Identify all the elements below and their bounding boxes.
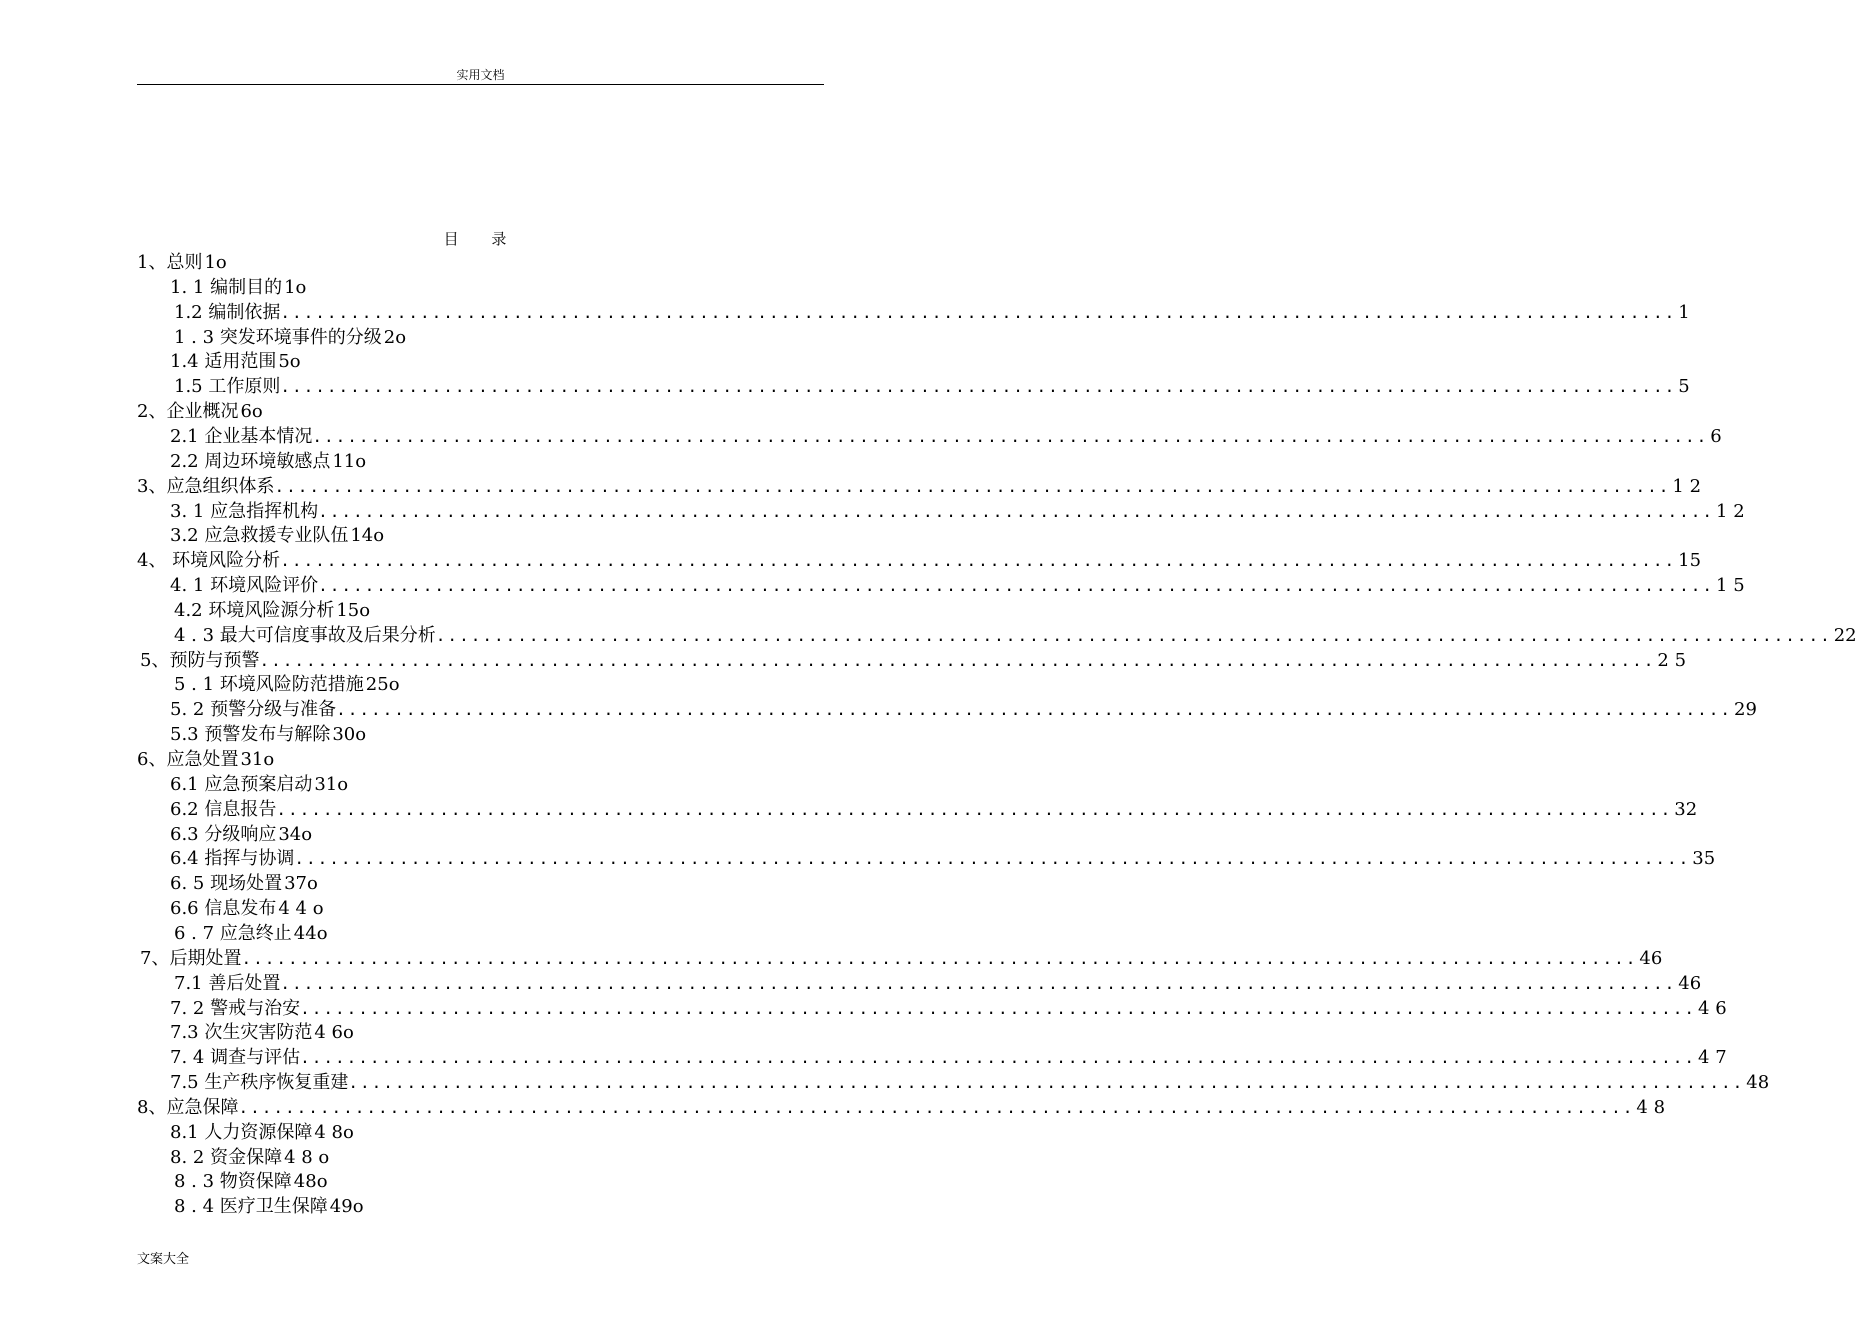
toc-entry[interactable] — [140, 947, 1663, 971]
toc-entry[interactable] — [170, 524, 384, 548]
toc-entry[interactable] — [137, 400, 263, 424]
toc-dot-leader: ........................................................................................................................ — [280, 377, 1677, 397]
toc-entry-label: 7. 4 调查与评估 — [170, 1047, 301, 1069]
toc-dot-leader: ........................................................................................................................ — [294, 849, 1691, 869]
toc-entry-page: 15 — [1678, 550, 1702, 572]
toc-entry-label: 7.3 次生灾害防范 — [170, 1022, 313, 1044]
toc-entry-page: 34o — [278, 823, 313, 845]
toc-entry[interactable] — [137, 475, 1702, 499]
toc-entry[interactable] — [170, 897, 324, 921]
page-footer: 文案大全 — [137, 1252, 190, 1267]
toc-entry-label: 2、企业概况 — [137, 401, 239, 423]
toc-dot-leader: ........................................................................................................................ — [280, 973, 1677, 993]
toc-entry-label: 6.6 信息发布 — [170, 898, 277, 920]
toc-entry[interactable] — [174, 375, 1690, 399]
toc-dot-leader: ........................................................................................................................ — [300, 998, 1697, 1018]
toc-entry-page: 48o — [293, 1171, 328, 1193]
toc-entry-page: 46 — [1678, 972, 1702, 994]
toc-dot-leader: ........................................................................................................................ — [336, 700, 1733, 720]
toc-entry-page: 6 — [1710, 425, 1722, 447]
toc-title: 目 录 — [443, 230, 521, 248]
toc-entry-label: 3. 1 应急指挥机构 — [170, 500, 319, 522]
toc-entry-label: 1、总则 — [137, 252, 203, 273]
toc-entry-label: 1.2 编制依据 — [174, 301, 281, 323]
toc-entry[interactable] — [140, 649, 1687, 673]
toc-entry[interactable] — [170, 847, 1716, 871]
toc-dot-leader: ........................................................................................................................ — [300, 1048, 1697, 1068]
toc-entry-page: 1 2 — [1672, 475, 1702, 497]
toc-entry-label: 5、预防与预警 — [140, 649, 260, 671]
toc-entry[interactable] — [170, 798, 1698, 822]
toc-entry[interactable] — [170, 500, 1745, 524]
toc-entry-page: 32 — [1674, 798, 1698, 820]
toc-entry-page: 14o — [350, 525, 385, 547]
toc-entry-label: 7. 2 警戒与治安 — [170, 997, 301, 1019]
toc-entry-label: 5 . 1 环境风险防范措施 — [174, 674, 364, 696]
toc-entry[interactable] — [137, 549, 1702, 573]
toc-entry-label: 7.1 善后处置 — [174, 972, 281, 994]
toc-entry-label: 8 . 3 物资保障 — [174, 1171, 292, 1193]
toc-entry[interactable] — [137, 1096, 1666, 1120]
toc-entry-page: 4 6o — [314, 1022, 354, 1044]
header-rule — [137, 84, 824, 85]
toc-entry-page: 44o — [293, 922, 328, 944]
toc-entry-label: 8、应急保障 — [137, 1096, 239, 1118]
toc-entry-page: 29 — [1734, 699, 1757, 721]
toc-entry-page: 2 5 — [1657, 649, 1687, 671]
toc-entry-page: 6o — [240, 401, 263, 423]
toc-entry-label: 4、 环境风险分析 — [137, 550, 281, 572]
toc-entry-page: 4 6 — [1698, 997, 1727, 1019]
toc-entry-page: 1o — [204, 252, 227, 273]
toc-entry-label: 8. 2 资金保障 — [170, 1146, 283, 1168]
toc-entry-page: 15o — [336, 599, 371, 621]
toc-entry-label: 6.1 应急预案启动 — [170, 773, 313, 795]
toc-entry[interactable] — [170, 450, 366, 474]
toc-entry-page: 5 — [1678, 376, 1690, 398]
toc-entry-page: 1 2 — [1716, 500, 1745, 522]
toc-entry[interactable] — [174, 301, 1690, 325]
toc-entry-page: 30o — [332, 724, 367, 746]
toc-entry[interactable] — [174, 922, 328, 946]
toc-dot-leader: ........................................................................................................................ — [238, 1097, 1635, 1117]
toc-entry-label: 6 . 7 应急终止 — [174, 922, 292, 944]
toc-dot-leader: ........................................................................................................................ — [280, 302, 1677, 322]
toc-entry[interactable] — [174, 326, 406, 350]
toc-entry-label: 8.1 人力资源保障 — [170, 1121, 313, 1143]
toc-entry-page: 49o — [329, 1196, 364, 1218]
toc-entry[interactable] — [170, 574, 1745, 598]
toc-dot-leader: ........................................................................................................................ — [276, 799, 1673, 819]
toc-entry[interactable] — [170, 350, 301, 374]
toc-entry-label: 6.2 信息报告 — [170, 798, 277, 820]
toc-dot-leader: ........................................................................................................................ — [318, 576, 1715, 596]
toc-entry-label: 7、后期处置 — [140, 947, 242, 969]
page-header: 实用文档 — [456, 68, 505, 82]
toc-entry-page: 37o — [284, 873, 318, 895]
toc-entry[interactable] — [170, 1046, 1727, 1070]
toc-entry-label: 4.2 环境风险源分析 — [174, 599, 335, 621]
toc-entry-label: 2.2 周边环境敏感点 — [170, 450, 331, 472]
toc-dot-leader: ........................................................................................................................ — [280, 551, 1677, 571]
toc-entry[interactable] — [174, 1170, 328, 1194]
toc-entry-label: 5.3 预警发布与解除 — [170, 724, 331, 746]
toc-entry-label: 8 . 4 医疗卫生保障 — [174, 1196, 328, 1218]
toc-dot-leader: ........................................................................................................................ — [348, 1073, 1745, 1093]
toc-entry-page: 4 8 — [1636, 1096, 1666, 1118]
toc-entry[interactable] — [170, 1071, 1770, 1095]
toc-entry[interactable] — [170, 1121, 354, 1145]
toc-dot-leader: ........................................................................................................................ — [274, 476, 1671, 496]
toc-entry-label: 5. 2 预警分级与准备 — [170, 699, 337, 721]
toc-entry[interactable] — [174, 599, 370, 623]
toc-entry-page: 1o — [284, 276, 307, 298]
toc-entry-label: 6.4 指挥与协调 — [170, 848, 295, 870]
toc-entry-label: 1 . 3 突发环境事件的分级 — [174, 326, 382, 348]
toc-entry-page: 4 8o — [314, 1121, 354, 1143]
toc-entry[interactable] — [170, 823, 312, 847]
toc-entry[interactable] — [137, 251, 227, 275]
toc-entry-page: 35 — [1692, 848, 1716, 870]
toc-entry[interactable] — [170, 872, 318, 896]
toc-entry-page: 5o — [278, 351, 301, 373]
toc-entry-page: 46 — [1639, 947, 1663, 969]
toc-entry-page: 4 4 o — [278, 898, 324, 920]
toc-entry-label: 4 . 3 最大可信度事故及后果分析 — [174, 624, 436, 646]
toc-entry-label: 1.5 工作原则 — [174, 376, 281, 398]
toc-entry-page: 4 8 o — [284, 1146, 330, 1168]
toc-entry[interactable] — [170, 997, 1727, 1021]
toc-entry-label: 4. 1 环境风险评价 — [170, 575, 319, 597]
toc-entry-page: 25o — [365, 674, 400, 696]
toc-dot-leader: ........................................................................................................................ — [241, 948, 1638, 968]
toc-entry-page: 22 — [1833, 624, 1857, 646]
toc-entry-page: 31o — [240, 749, 275, 770]
toc-dot-leader: ........................................................................................................................ — [312, 426, 1709, 446]
toc-entry-page: 2o — [383, 326, 407, 348]
toc-entry[interactable] — [170, 723, 366, 747]
toc-entry[interactable] — [170, 276, 306, 300]
toc-entry-label: 2.1 企业基本情况 — [170, 425, 313, 447]
toc-entry-label: 6.3 分级响应 — [170, 823, 277, 845]
toc-entry-label: 7.5 生产秩序恢复重建 — [170, 1072, 349, 1094]
toc-entry[interactable] — [174, 624, 1857, 648]
toc-entry[interactable] — [137, 748, 274, 772]
toc-entry-page: 11o — [332, 450, 367, 472]
toc-entry-label: 3、应急组织体系 — [137, 475, 275, 497]
toc-entry[interactable] — [174, 673, 400, 697]
toc-entry[interactable] — [170, 773, 348, 797]
toc-entry[interactable] — [174, 1195, 364, 1219]
toc-entry-page: 48 — [1746, 1072, 1770, 1094]
toc-entry-page: 1 5 — [1716, 575, 1745, 597]
toc-entry-page: 4 7 — [1698, 1047, 1727, 1069]
toc-entry[interactable] — [170, 1146, 329, 1170]
toc-dot-leader: ........................................................................................................................ — [318, 501, 1715, 521]
toc-entry-label: 1.4 适用范围 — [170, 351, 277, 373]
toc-entry-label: 6、应急处置 — [137, 749, 239, 770]
toc-dot-leader: ........................................................................................................................ — [259, 650, 1656, 670]
toc-entry[interactable] — [170, 1021, 354, 1045]
toc-entry[interactable] — [174, 972, 1702, 996]
toc-entry[interactable] — [170, 698, 1757, 722]
toc-entry-page: 1 — [1678, 301, 1690, 323]
toc-dot-leader: ........................................................................................................................ — [435, 625, 1832, 645]
toc-entry[interactable] — [170, 425, 1722, 449]
toc-entry-page: 31o — [314, 773, 349, 795]
toc-entry-label: 3.2 应急救援专业队伍 — [170, 525, 349, 547]
toc-entry-label: 6. 5 现场处置 — [170, 873, 283, 895]
toc-entry-label: 1. 1 编制目的 — [170, 276, 283, 298]
